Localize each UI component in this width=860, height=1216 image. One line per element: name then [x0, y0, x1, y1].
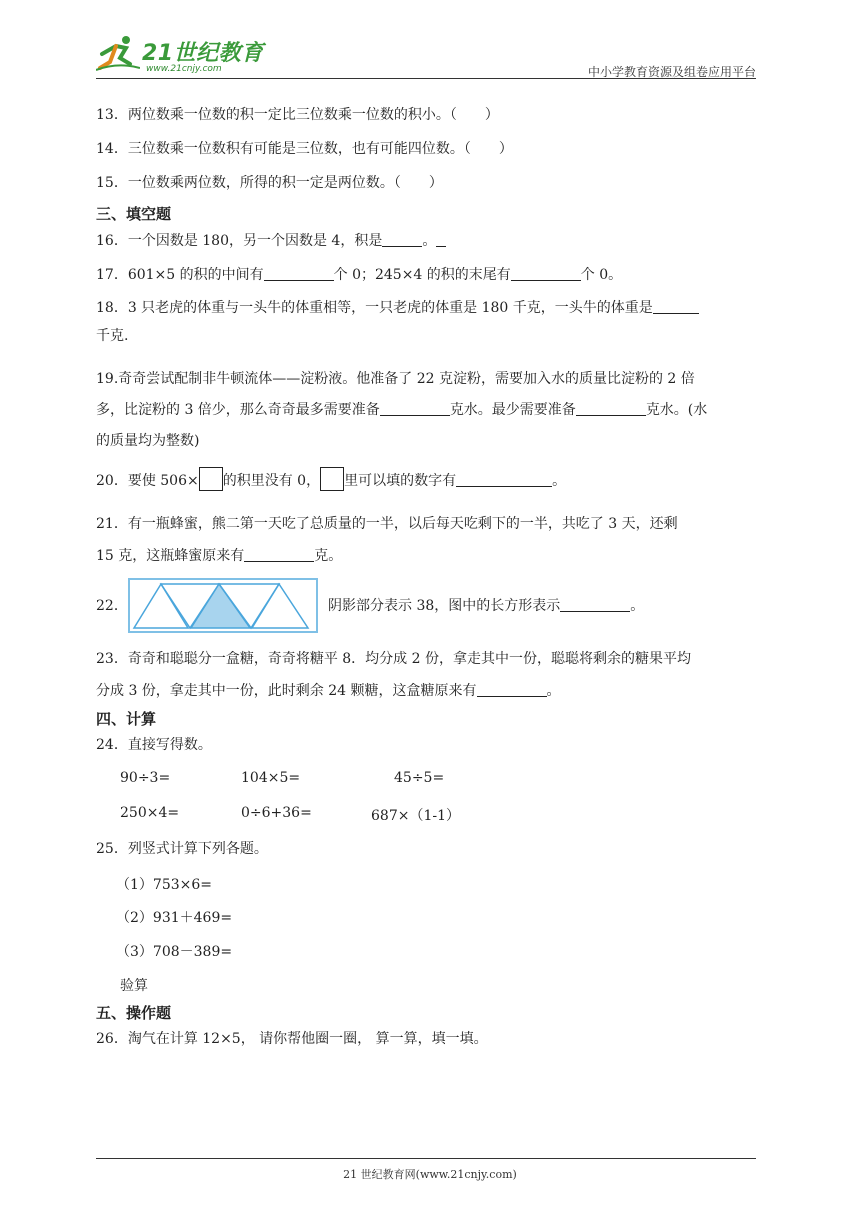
q21-line2: 15 克，这瓶蜂蜜原来有 [96, 548, 245, 564]
q19-line1: 19.奇奇尝试配制非牛顿流体——淀粉液。他准备了 22 克淀粉，需要加入水的质量比淀粉的 2 倍 [96, 371, 695, 387]
q18-text-b: 千克. [96, 328, 129, 344]
digit-box[interactable] [199, 467, 223, 491]
footer-divider [96, 1158, 756, 1159]
q21-line1: 21．有一瓶蜂蜜，熊二第一天吃了总质量的一半，以后每天吃剩下的一半，共吃了 3 天，还剩 [96, 516, 678, 532]
question-13: 13．两位数乘一位数的积一定比三位数乘一位数的积小。（ ） [96, 107, 499, 123]
section-title-calc: 四、计算 [96, 710, 157, 728]
answer-blank[interactable] [511, 264, 581, 281]
triangle-rectangle-figure [128, 578, 318, 633]
digit-box[interactable] [320, 467, 344, 491]
q22-end: 。 [630, 598, 645, 614]
answer-blank[interactable] [560, 595, 630, 612]
question-16 [96, 227, 766, 255]
q19-line2: 多，比淀粉的 3 倍少，那么奇奇最多需要准备 [96, 402, 380, 418]
answer-blank[interactable] [576, 399, 646, 416]
q20-end: 。 [552, 473, 567, 489]
page-header [96, 30, 756, 78]
q22-text: 阴影部分表示 38，图中的长方形表示 [328, 598, 561, 614]
q20-text-a: 20．要使 506× [96, 473, 199, 489]
q19-line2b: 克水。最少需要准备 [449, 402, 576, 418]
answer-blank[interactable] [244, 545, 314, 562]
logo [96, 30, 266, 76]
q17-text-b: 个 0；245×4 的积的末尾有 [333, 267, 511, 283]
answer-blank[interactable] [653, 297, 699, 314]
q21-end: 克。 [314, 548, 343, 564]
question-26: 26．淘气在计算 12×5， 请你帮他圈一圈， 算一算，填一填。 [96, 1031, 488, 1047]
question-17 [96, 261, 766, 289]
q16-end: 。 [422, 233, 437, 249]
question-21 [96, 508, 766, 572]
calc-item: 104×5= [241, 770, 301, 786]
calc-item: 0÷6+36= [241, 805, 312, 821]
calc-item: 250×4= [120, 805, 180, 821]
q23-end: 。 [546, 683, 561, 699]
q19-line2c: 克水。(水 [645, 402, 708, 418]
question-25: 25．列竖式计算下列各题。 [96, 841, 268, 857]
question-18 [96, 294, 766, 350]
q17-text-c: 个 0。 [580, 267, 623, 283]
question-22-number: 22． [96, 598, 128, 614]
section-title-fill: 三、填空题 [96, 205, 172, 223]
q23-line2: 分成 3 份，拿走其中一份，此时剩余 24 颗糖，这盒糖原来有 [96, 683, 477, 699]
question-14: 14．三位数乘一位数积有可能是三位数，也有可能四位数。（ ） [96, 141, 513, 157]
vertical-calc-item: （3）708－389= [116, 944, 233, 960]
vertical-calc-item: （1）753×6= [116, 877, 212, 893]
q17-text-a: 17．601×5 的积的中间有 [96, 267, 264, 283]
runner-logo-icon [96, 34, 140, 72]
calc-item: 45÷5= [394, 770, 445, 786]
q16-text: 16．一个因数是 180，另一个因数是 4，积是 [96, 233, 383, 249]
logo-text: 21世纪教育 [142, 41, 264, 66]
q20-text-b: 的积里没有 0， [222, 473, 321, 489]
question-15: 15．一位数乘两位数，所得的积一定是两位数。（ ） [96, 175, 443, 191]
vertical-calc-item: （2）931＋469= [116, 910, 233, 926]
q23-line1: 23．奇奇和聪聪分一盒糖，奇奇将糖平 8．均分成 2 份，拿走其中一份，聪聪将剩余的糖果平均 [96, 651, 691, 667]
section-title-operation: 五、操作题 [96, 1004, 172, 1022]
check-label: 验算 [120, 978, 148, 994]
answer-blank[interactable] [380, 399, 450, 416]
question-23 [96, 643, 766, 707]
question-19 [96, 364, 766, 457]
footer-text: 21 世纪教育网(www.21cnjy.com) [343, 1168, 517, 1181]
header-divider [96, 78, 756, 79]
q18-text: 18．3 只老虎的体重与一头牛的体重相等，一只老虎的体重是 180 千克，一头牛的体重是 [96, 300, 653, 316]
underline-tail [436, 230, 446, 247]
q19-line3: 的质量均为整数) [96, 433, 200, 449]
q20-text-c: 里可以填的数字有 [344, 473, 457, 489]
answer-blank[interactable] [264, 264, 334, 281]
question-20 [96, 467, 766, 495]
question-24: 24．直接写得数。 [96, 737, 212, 753]
answer-blank[interactable] [477, 680, 547, 697]
platform-name: 中小学教育资源及组卷应用平台 [587, 65, 756, 79]
question-22 [328, 592, 758, 620]
calc-item: 90÷3= [120, 770, 171, 786]
calc-item: 687×（1-1） [371, 808, 460, 824]
answer-blank[interactable] [456, 470, 552, 487]
answer-blank[interactable] [382, 230, 422, 247]
logo-url: www.21cnjy.com [146, 64, 222, 74]
